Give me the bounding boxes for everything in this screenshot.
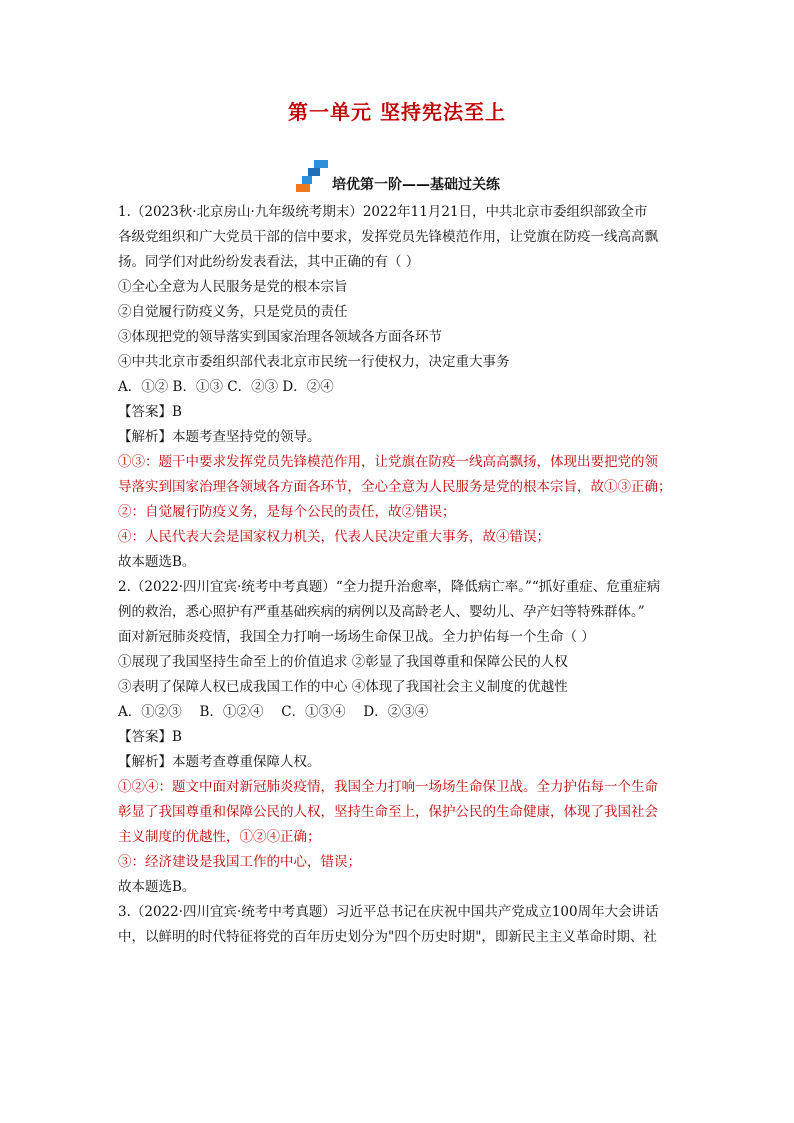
text-line: 扬。同学们对此纷纷发表看法，其中正确的有（ ） bbox=[118, 254, 420, 270]
text-line: 主义制度的优越性，①②④正确； bbox=[118, 829, 321, 845]
text-line: ①全心全意为人民服务是党的根本宗旨 bbox=[118, 279, 348, 295]
text-line: 彰显了我国尊重和保障公民的人权，坚持生命至上，保护公民的生命健康，体现了我国社会 bbox=[118, 804, 658, 820]
text-line: 面对新冠肺炎疫情，我国全力打响一场场生命保卫战。全力护佑每一个生命（ ） bbox=[118, 629, 595, 645]
answer-line: 【解析】本题考查尊重保障人权。 bbox=[118, 754, 321, 770]
text-line: 2.（2022·四川宜宾·统考中考真题）“全力提升治愈率，降低病亡率。”“抓好重症、危重症病 bbox=[118, 579, 661, 595]
text-line: 1.（2023秋·北京房山·九年级统考期末）2022年11月21日，中共北京市委组织部致全市 bbox=[118, 204, 648, 220]
text-line: ①②④：题文中面对新冠肺炎疫情，我国全力打响一场场生命保卫战。全力护佑每一个生命 bbox=[118, 779, 658, 795]
text-line: ①展现了我国坚持生命至上的价值追求 ②彰显了我国尊重和保障公民的人权 bbox=[118, 654, 568, 670]
text-line: ③：经济建设是我国工作的中心，错误； bbox=[118, 854, 361, 870]
text-line: 导落实到国家治理各领域各方面各环节，全心全意为人民服务是党的根本宗旨，故①③正确； bbox=[118, 479, 672, 495]
text-line: 各级党组织和广大党员干部的信中要求，发挥党员先锋模范作用，让党旗在防疫一线高高飘 bbox=[118, 229, 658, 245]
text-line: ③表明了保障人权已成我国工作的中心 ④体现了我国社会主义制度的优越性 bbox=[118, 679, 568, 695]
text-line: 中，以鲜明的时代特征将党的百年历史划分为"四个历史时期"，即新民主主义革命时期、社 bbox=[118, 929, 657, 945]
text-line: A．①②③ B．①②④ C．①③④ D．②③④ bbox=[118, 704, 429, 720]
answer-line: 【解析】本题考查坚持党的领导。 bbox=[118, 429, 321, 445]
text-line: A．①② B．①③ C．②③ D．②④ bbox=[118, 379, 334, 395]
text-line: 3.（2022·四川宜宾·统考中考真题）习近平总书记在庆祝中国共产党成立100周年大会讲话 bbox=[118, 904, 659, 920]
text-line: ②自觉履行防疫义务，只是党员的责任 bbox=[118, 304, 348, 320]
text-line: ①③：题干中要求发挥党员先锋模范作用，让党旗在防疫一线高高飘扬，体现出要把党的领 bbox=[118, 454, 658, 470]
answer-line: 【答案】B bbox=[118, 729, 182, 745]
page-title: 第一单元 坚持宪法至上 bbox=[288, 100, 506, 124]
text-line: 故本题选B。 bbox=[118, 554, 196, 570]
section-label: 培优第一阶——基础过关练 bbox=[332, 177, 500, 193]
stairs-icon bbox=[296, 160, 336, 192]
text-line: ④：人民代表大会是国家权力机关，代表人民决定重大事务，故④错误； bbox=[118, 529, 550, 545]
section-header bbox=[296, 160, 536, 194]
text-line: 例的救治，悉心照护有严重基础疾病的病例以及高龄老人、婴幼儿、孕产妇等特殊群体。” bbox=[118, 604, 645, 620]
text-line: 故本题选B。 bbox=[118, 879, 196, 895]
text-line: ④中共北京市委组织部代表北京市民统一行使权力，决定重大事务 bbox=[118, 354, 510, 370]
question-content bbox=[118, 200, 678, 950]
answer-line: 【答案】B bbox=[118, 404, 182, 420]
text-line: ③体现把党的领导落实到国家治理各领域各方面各环节 bbox=[118, 329, 442, 345]
text-line: ②：自觉履行防疫义务，是每个公民的责任，故②错误； bbox=[118, 504, 456, 520]
